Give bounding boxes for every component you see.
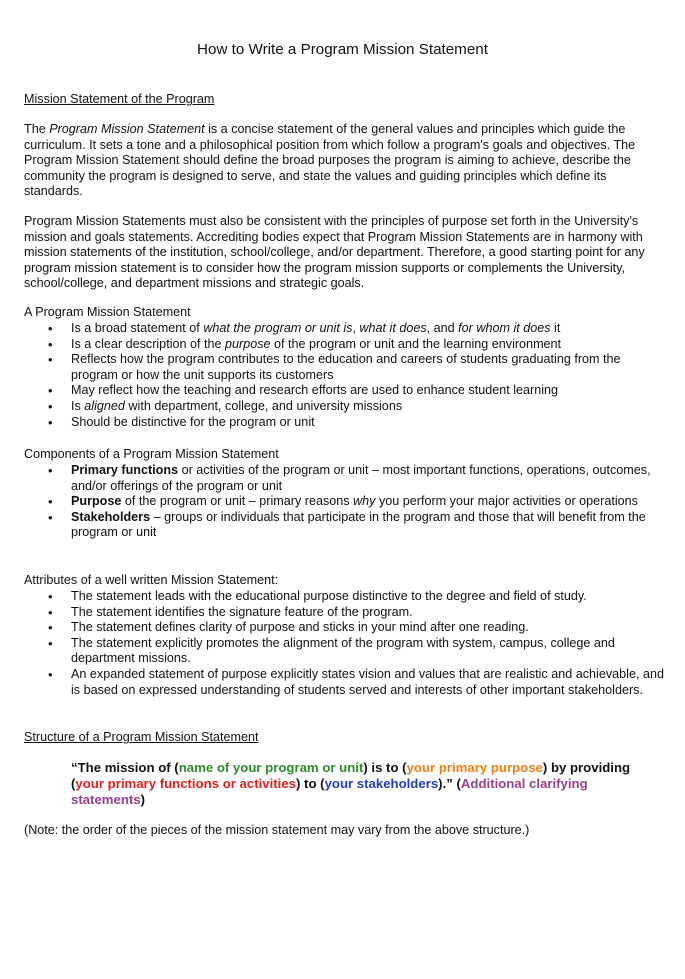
text-run: of the program or unit – primary reasons [121,494,354,509]
bullet-list-attributes [24,589,664,698]
bullet-list-characteristics [24,321,664,430]
list-item [24,399,664,415]
text-run: why [353,494,376,509]
list-item [24,352,664,383]
text-run: ) by providing ( [71,760,631,791]
list-item [24,494,664,510]
text-run: aligned [84,398,125,413]
text-run: , and [426,321,459,335]
text-run: Reflects how the program contributes to the education and careers of students graduating from the program or how the unit supports its customers [71,352,621,382]
text-run: The statement explicitly promotes the alignment of the program with system, campus, college and department missions. [71,635,615,666]
text-run: ).” ( [438,776,461,791]
text-run: your primary purpose [406,760,543,775]
list-label-attributes: Attributes of a well written Mission Statement: [24,573,279,587]
list-item [24,337,664,353]
text-run: Purpose [71,494,122,509]
list-item [24,620,664,636]
section-heading-structure: Structure of a Program Mission Statement [24,730,259,744]
bullet-list-components [24,463,664,541]
text-run: Is a broad statement of [71,321,204,335]
text-run: what it does [359,321,427,335]
text-run: ) is to ( [363,760,407,775]
text-run: what the program or unit is [203,321,353,335]
list-item [24,321,664,337]
text-run: is a concise statement of the general values and principles which guide the curriculum. It sets a tone and a philosophical position from which follow a program's goals and objectives. The Program Mission Statement should define the broad purposes the program is aiming to achieve, describe the community the program is designed to serve, and state the values and guiding principles which define its standards. [24,122,636,199]
list-label-program-mission-statement: A Program Mission Statement [24,305,191,319]
list-item [24,636,664,667]
list-item [24,383,664,399]
text-run: Is [71,398,85,413]
text-run: Additional clarifying statements [71,776,588,807]
list-label-components: Components of a Program Mission Statement [24,447,279,461]
text-run: your primary functions or activities [75,776,296,791]
list-item [24,510,664,541]
text-run: The [24,122,50,136]
text-run: name of your program or unit [178,760,364,775]
text-run: Program Mission Statements must also be consistent with the principles of purpose set forth in the University's mission and goals statements. Accrediting bodies expect that Program Mission Statements are in harmony with mission statements of the institution, school/college, and/or department. Therefore, a good starting point for any program mission statement is to consider how the program mission supports or complements the University, school/college, and department missions and strategic goals. [24,214,645,291]
text-run: Is a clear description of the [71,336,226,351]
text-run: with department, college, and university missions [124,398,403,413]
text-run: you perform your major activities or operations [375,494,638,509]
text-run: of the program or unit and the learning environment [270,336,562,351]
text-run: for whom it does [458,321,551,335]
text-run: Program Mission Statement [49,122,205,136]
list-item [24,605,664,621]
text-run: – groups or individuals that participate in the program and those that will benefit from the program or unit [71,509,646,540]
list-item [24,415,664,431]
paragraph-definition [24,122,664,200]
text-run: your stakeholders [324,776,439,791]
section-heading-mission-statement: Mission Statement of the Program [24,92,215,106]
text-run: it [550,321,561,335]
text-run: or activities of the program or unit – most important functions, operations, outcomes, and/or offerings of the program or unit [71,463,651,493]
text-run: “The mission of ( [71,760,179,775]
document-title: How to Write a Program Mission Statement [197,41,488,58]
text-run: Should be distinctive for the program or unit [71,414,315,429]
list-item [24,463,664,494]
text-run: May reflect how the teaching and research efforts are used to enhance student learning [71,383,559,398]
text-run: An expanded statement of purpose explicitly states vision and values that are realistic and achievable, and is based on expressed understanding of students served and interests of other important stakeholders. [71,666,664,697]
text-run: The statement identifies the signature feature of the program. [71,604,413,619]
text-run: ) [140,792,146,807]
mission-statement-template [71,760,641,808]
list-item [24,667,664,698]
list-item [24,589,664,605]
text-run: Primary functions [71,463,179,477]
text-run: Stakeholders [71,509,151,524]
text-run: The statement defines clarity of purpose and sticks in your mind after one reading. [71,620,529,635]
text-run: purpose [225,336,271,351]
text-run: The statement leads with the educational purpose distinctive to the degree and field of study. [71,589,587,603]
text-run: ) to ( [296,776,325,791]
paragraph-consistency [24,214,664,292]
text-run: , [352,321,360,335]
note-text: (Note: the order of the pieces of the mission statement may vary from the above structure.) [24,823,530,837]
